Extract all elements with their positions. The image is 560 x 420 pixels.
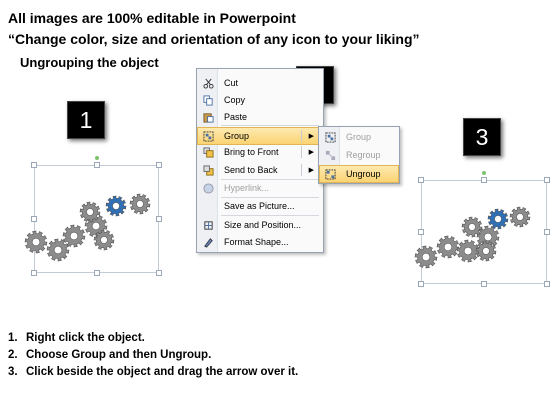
resize-handle[interactable] bbox=[156, 270, 162, 276]
gear-icon bbox=[94, 230, 114, 250]
step-number-3: 3 bbox=[463, 118, 501, 156]
menu-separator bbox=[221, 179, 319, 180]
scissors-icon bbox=[198, 78, 218, 89]
submenu-arrow-icon: ▶ bbox=[308, 133, 314, 140]
menu-item-paste[interactable] bbox=[198, 109, 322, 125]
menu-item-format-shape[interactable] bbox=[198, 234, 322, 250]
resize-handle[interactable] bbox=[94, 162, 100, 168]
menu-item-label: Paste bbox=[224, 112, 248, 122]
send-to-back-icon bbox=[198, 165, 218, 176]
gear-icon bbox=[415, 246, 437, 268]
gear-icon bbox=[130, 194, 150, 214]
subheadline: “Change color, size and orientation of any icon to your liking” bbox=[8, 31, 420, 47]
instruction-2: 2. Choose Group and then Ungroup. bbox=[8, 349, 212, 361]
submenu-divider bbox=[301, 146, 302, 158]
menu-item-label: Size and Position... bbox=[224, 220, 302, 230]
instruction-1: 1. Right click the object. bbox=[8, 332, 145, 344]
instruction-list bbox=[8, 330, 298, 381]
resize-handle[interactable] bbox=[156, 162, 162, 168]
section-title: Ungrouping the object bbox=[20, 55, 159, 70]
resize-handle[interactable] bbox=[418, 229, 424, 235]
gear-icon bbox=[437, 236, 459, 258]
group-icon bbox=[320, 132, 340, 143]
resize-handle[interactable] bbox=[31, 270, 37, 276]
menu-item-hyperlink[interactable] bbox=[198, 180, 322, 196]
submenu-divider bbox=[301, 164, 302, 176]
hyperlink-icon bbox=[198, 183, 218, 194]
gear-icon bbox=[510, 207, 530, 227]
instruction-3: 3. Click beside the object and drag the arrow over it. bbox=[8, 366, 299, 378]
group-icon bbox=[198, 131, 218, 142]
menu-item-copy[interactable] bbox=[198, 92, 322, 108]
resize-handle[interactable] bbox=[544, 229, 550, 235]
submenu-arrow-icon: ▶ bbox=[308, 167, 314, 174]
menu-item-cut[interactable] bbox=[198, 75, 322, 91]
gear-cluster-3[interactable] bbox=[410, 205, 550, 277]
menu-separator bbox=[221, 197, 319, 198]
menu-item-send-to-back[interactable] bbox=[198, 162, 322, 178]
menu-item-label: Group bbox=[346, 132, 372, 142]
gear-cluster-1[interactable] bbox=[22, 190, 162, 270]
menu-item-label: Save as Picture... bbox=[224, 201, 295, 211]
menu-item-label: Send to Back bbox=[224, 165, 278, 175]
resize-handle[interactable] bbox=[418, 177, 424, 183]
step-number-1: 1 bbox=[67, 101, 105, 139]
submenu-arrow-icon: ▶ bbox=[308, 149, 314, 156]
gear-icon bbox=[106, 196, 126, 216]
resize-handle[interactable] bbox=[94, 270, 100, 276]
menu-item-ungroup[interactable] bbox=[319, 165, 399, 183]
gear-icon bbox=[488, 209, 508, 229]
resize-handle[interactable] bbox=[31, 216, 37, 222]
resize-handle[interactable] bbox=[481, 177, 487, 183]
gear-icon bbox=[462, 217, 482, 237]
copy-icon bbox=[198, 95, 218, 106]
menu-item-bring-to-front[interactable] bbox=[198, 144, 322, 160]
resize-handle[interactable] bbox=[156, 216, 162, 222]
rotation-handle[interactable] bbox=[95, 156, 99, 160]
rotation-handle[interactable] bbox=[482, 171, 486, 175]
regroup-icon bbox=[320, 150, 340, 161]
menu-item-label: Group bbox=[224, 131, 250, 141]
menu-item-label: Cut bbox=[224, 78, 239, 88]
menu-item-group[interactable] bbox=[197, 127, 323, 145]
resize-handle[interactable] bbox=[418, 281, 424, 287]
gear-icon bbox=[25, 231, 47, 253]
group-submenu bbox=[318, 126, 400, 184]
resize-handle[interactable] bbox=[481, 281, 487, 287]
context-menu bbox=[196, 68, 324, 253]
menu-item-label: Hyperlink... bbox=[224, 183, 270, 193]
ungroup-icon bbox=[320, 169, 340, 180]
menu-item-label: Copy bbox=[224, 95, 246, 105]
submenu-divider bbox=[301, 130, 302, 142]
menu-separator bbox=[221, 215, 319, 216]
size-position-icon bbox=[198, 220, 218, 231]
menu-item-label: Bring to Front bbox=[224, 147, 279, 157]
menu-item-label: Regroup bbox=[346, 150, 381, 160]
gear-icon bbox=[80, 202, 100, 222]
menu-separator bbox=[221, 125, 319, 126]
resize-handle[interactable] bbox=[544, 281, 550, 287]
menu-item-label: Ungroup bbox=[346, 169, 381, 179]
bring-to-front-icon bbox=[198, 147, 218, 158]
paste-icon bbox=[198, 112, 218, 123]
format-shape-icon bbox=[198, 237, 218, 248]
menu-item-label: Format Shape... bbox=[224, 237, 289, 247]
resize-handle[interactable] bbox=[544, 177, 550, 183]
headline: All images are 100% editable in Powerpoint bbox=[8, 10, 296, 26]
menu-item-save-as-picture[interactable] bbox=[198, 198, 322, 214]
menu-item-size-and-position[interactable] bbox=[198, 217, 322, 233]
menu-item-regroup[interactable] bbox=[320, 147, 398, 163]
resize-handle[interactable] bbox=[31, 162, 37, 168]
menu-item-group[interactable] bbox=[320, 129, 398, 145]
